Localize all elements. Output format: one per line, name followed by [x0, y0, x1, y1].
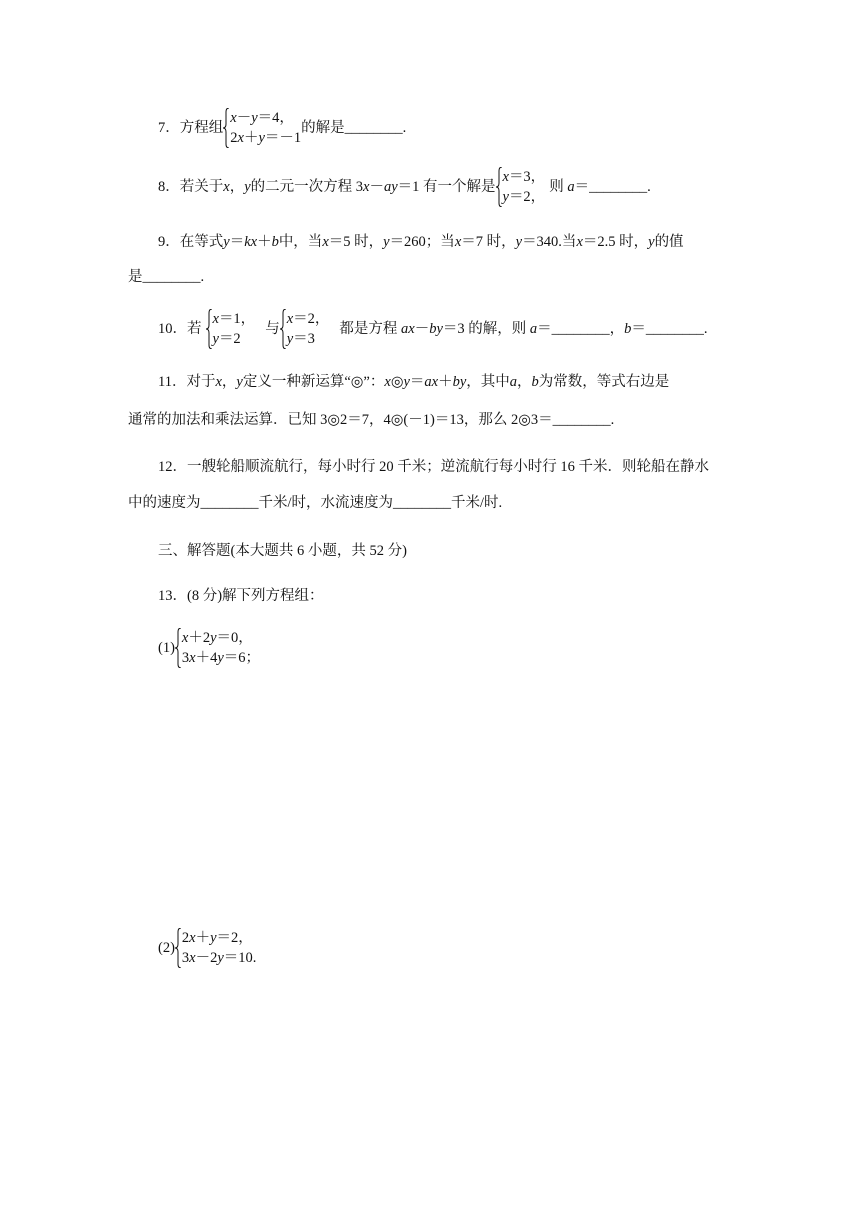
answer-blank[interactable]: ________ — [552, 412, 611, 428]
left-brace-icon — [223, 108, 229, 148]
question-12-line-1: 12．一艘轮船顺流航行，每小时行 20 千米；逆流航行每小时行 16 千米．则轮船在静水 — [158, 459, 709, 475]
left-brace-icon — [496, 167, 502, 207]
equation-system: 2x＋y＝2， 3x－2y＝10. — [175, 928, 257, 968]
answer-blank-b[interactable]: ________ — [645, 321, 704, 337]
question-11-line-1: 11．对于x，y定义一种新运算“◎”：x◎y＝ax＋by，其中a，b为常数，等式右边是 — [158, 374, 670, 390]
equation-system — [223, 108, 301, 148]
answer-blank-current-speed[interactable]: ________ — [393, 495, 452, 511]
equation-row: x＝3， — [502, 169, 546, 185]
question-8: 8．若关于x，y的二元一次方程 3x－ay＝1 有一个解是 x＝3， y＝2， 则 a＝________. — [158, 169, 651, 205]
question-12-line-2: 中的速度为________千米/时，水流速度为________千米/时. — [128, 495, 503, 511]
question-13-title: 13．(8 分)解下列方程组： — [158, 588, 324, 604]
solution-system-2: x＝2， y＝3 — [280, 309, 330, 349]
solution-system-1: x＝1， y＝2 — [206, 309, 256, 349]
equation-row: x－y＝4， — [230, 110, 294, 126]
left-brace-icon — [280, 309, 286, 349]
question-13-part-1: (1) x＋2y＝0， 3x＋4y＝6； — [158, 630, 261, 666]
solution-system — [496, 167, 546, 207]
left-brace-icon — [175, 928, 181, 968]
answer-blank[interactable]: ________ — [344, 120, 403, 136]
equation-row: y＝2， — [502, 189, 546, 205]
equation-system: x＋2y＝0， 3x＋4y＝6； — [175, 628, 260, 668]
question-9-line-2: 是________. — [128, 269, 205, 285]
question-11-line-2: 通常的加法和乘法运算．已知 3◎2＝7，4◎(－1)＝13，那么 2◎3＝________. — [128, 412, 615, 428]
left-brace-icon — [206, 309, 212, 349]
section-heading: 三、解答题(本大题共 6 小题，共 52 分) — [158, 543, 407, 559]
answer-blank-still-water-speed[interactable]: ________ — [200, 495, 259, 511]
question-9-line-1: 9．在等式y＝kx＋b中，当x＝5 时，y＝260；当x＝7 时，y＝340.当x＝2.5 时，y的值 — [158, 234, 684, 250]
answer-blank-a[interactable]: ________ — [551, 321, 610, 337]
equation-row: 2x＋y＝－1 — [230, 130, 302, 146]
question-7: 7．方程组 x－y＝4， 2x＋y＝－1 的解是________. — [158, 110, 407, 146]
answer-blank[interactable]: ________ — [142, 269, 201, 285]
answer-blank[interactable]: ________ — [589, 179, 648, 195]
question-13-part-2: (2) 2x＋y＝2， 3x－2y＝10. — [158, 930, 257, 966]
question-10: 10．若 x＝1， y＝2 与 x＝2， y＝3 都是方程 ax－by＝3 的解，则 a＝________，b＝________. — [158, 311, 708, 347]
left-brace-icon — [175, 628, 181, 668]
